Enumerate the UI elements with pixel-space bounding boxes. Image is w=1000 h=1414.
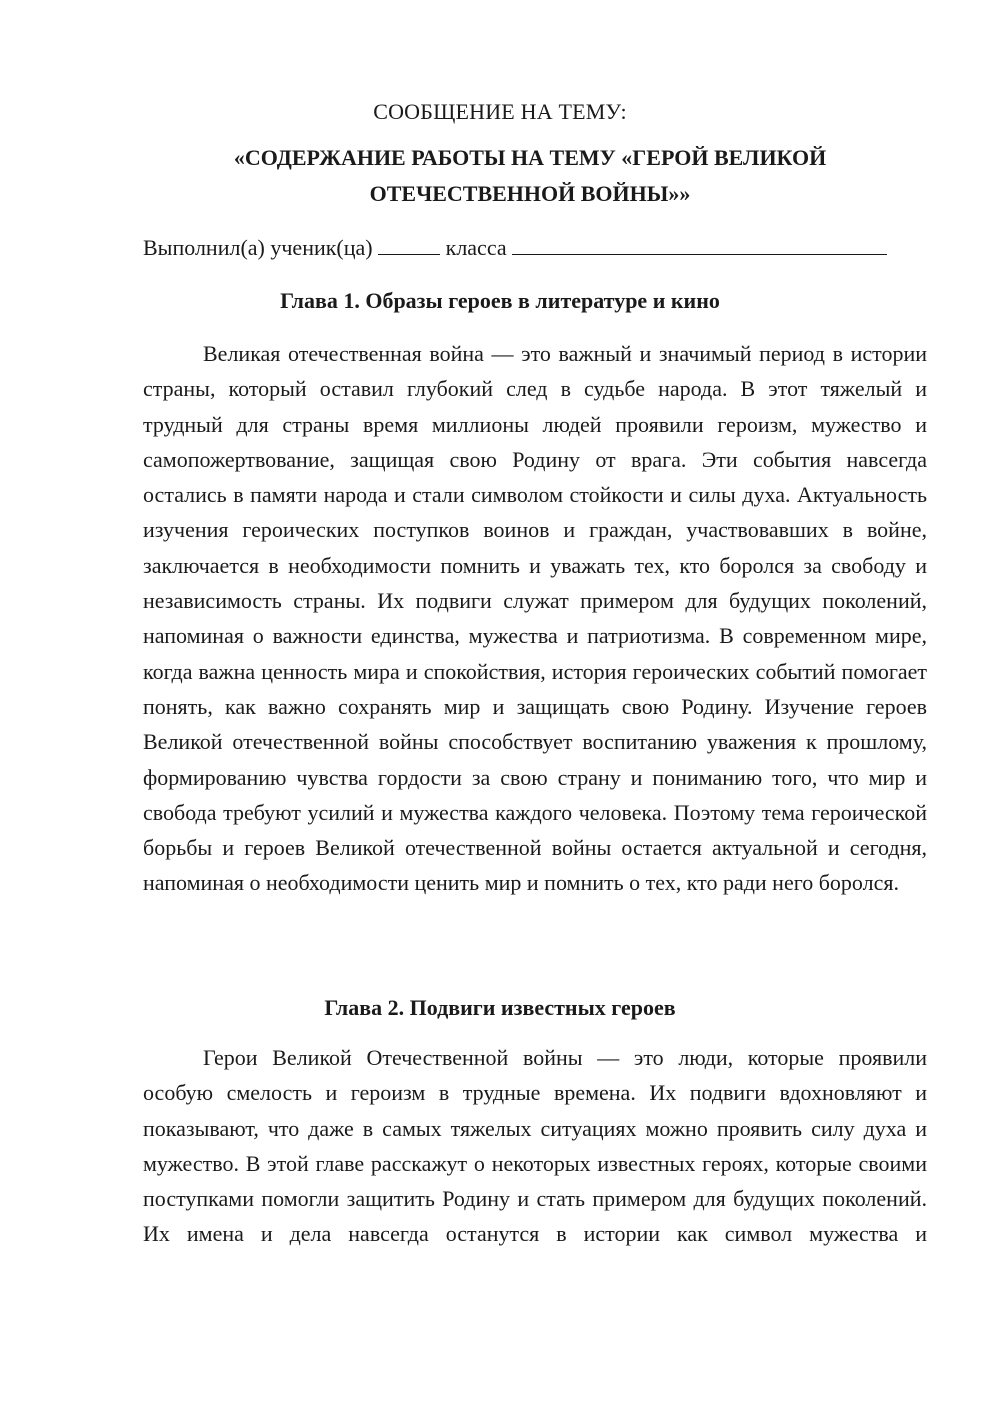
chapter-1-heading: Глава 1. Образы героев в литературе и кино xyxy=(280,288,720,313)
byline xyxy=(143,232,943,263)
document-type-line: СООБЩЕНИЕ НА ТЕМУ: xyxy=(373,99,627,124)
class-label: класса xyxy=(445,235,507,260)
student-name-blank xyxy=(512,232,887,255)
performed-by-label: Выполнил(а) ученик(ца) xyxy=(143,235,373,260)
chapter-2-heading: Глава 2. Подвиги известных героев xyxy=(324,995,676,1020)
class-number-blank xyxy=(378,232,440,255)
chapter-1-paragraph: Великая отечественная война — это важный и значимый период в истории страны, который оставил глубокий след в судьбе народа. В этот тяжелый и трудный для страны время миллионы людей проявили героизм, мужество и самопожертвование, защищая свою Родину от врага. Эти события навсегда остались в памяти народа и стали символом стойкости и силы духа. Актуальность изучения героических поступков воинов и граждан, участвовавших в войне, заключается в необходимости помнить и уважать тех, кто боролся за свободу и независимость страны. Их подвиги служат примером для будущих поколений, напоминая о важности единства, мужества и патриотизма. В современном мире, когда важна ценность мира и спокойствия, история героических событий помогает понять, как важно сохранять мир и защищать свою Родину. Изучение героев Великой отечественной войны способствует воспитанию уважения к прошлому, формированию чувства гордости за свою страну и пониманию того, что мир и свобода требуют усилий и мужества каждого человека. Поэтому тема героической борьбы и героев Великой отечественной войны остается актуальной и сегодня, напоминая о необходимости ценить мир и помнить о тех, кто ради него боролся. xyxy=(143,341,927,896)
chapter-2-paragraph: Герои Великой Отечественной войны — это люди, которые проявили особую смелость и героизм в трудные времена. Их подвиги вдохновляют и показывают, что даже в самых тяжелых ситуациях можно проявить силу духа и мужество. В этой главе расскажут о некоторых известных героях, которые своими поступками помогли защитить Родину и стать примером для будущих поколений. Их имена и дела навсегда останутся в истории как символ мужества и xyxy=(143,1045,927,1247)
document-title: «СОДЕРЖАНИЕ РАБОТЫ НА ТЕМУ «ГЕРОЙ ВЕЛИКОЙ ОТЕЧЕСТВЕННОЙ ВОЙНЫ»» xyxy=(233,145,827,206)
